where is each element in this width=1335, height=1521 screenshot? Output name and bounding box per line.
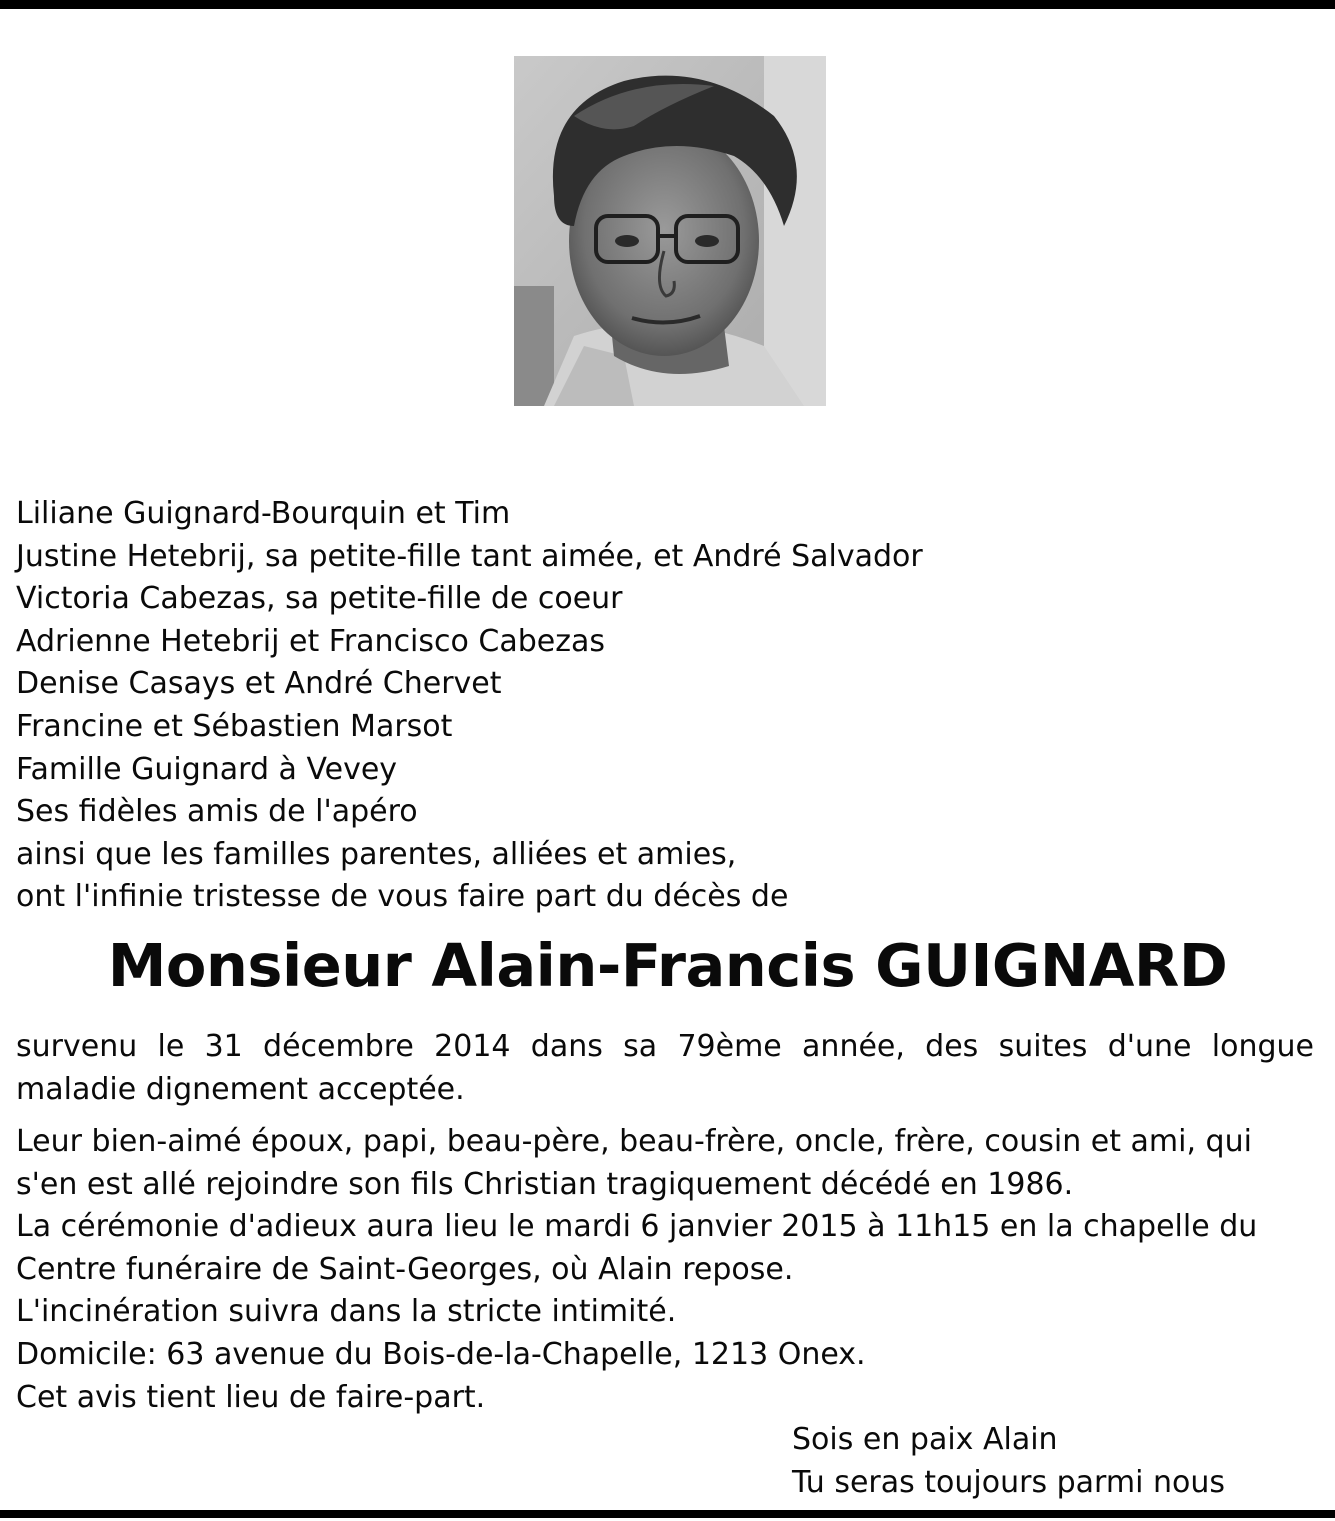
mourners-list — [16, 493, 1316, 919]
bottom-border-rule — [0, 1510, 1335, 1518]
mourner-line: Adrienne Hetebrij et Francisco Cabezas — [16, 623, 605, 659]
details-line: Cet avis tient lieu de faire-part. — [16, 1379, 486, 1415]
details-line: Leur bien-aimé époux, papi, beau-père, beau-frère, oncle, frère, cousin et ami, qui — [16, 1124, 1252, 1159]
closing-line: Tu seras toujours parmi nous — [792, 1465, 1225, 1500]
closing-message — [792, 1418, 1225, 1504]
mourner-line: Liliane Guignard-Bourquin et Tim — [16, 496, 511, 531]
mourner-line: ainsi que les familles parentes, alliées et amies, — [16, 836, 737, 872]
mourner-line: Famille Guignard à Vevey — [16, 751, 398, 787]
mourner-line: Justine Hetebrij, sa petite-fille tant aimée, et André Salvador — [16, 538, 923, 574]
mourner-line: Francine et Sébastien Marsot — [16, 708, 453, 744]
mourner-line: Ses fidèles amis de l'apéro — [16, 794, 418, 830]
death-notice-paragraph: survenu le 31 décembre 2014 dans sa 79ème année, des suites d'une longue maladie dignement acceptée. — [16, 1029, 1314, 1107]
mourner-line: ont l'infinie tristesse de vous faire part du décès de — [16, 879, 789, 915]
top-border-rule — [0, 0, 1335, 9]
closing-line: Sois en paix Alain — [792, 1422, 1058, 1457]
deceased-name-heading: Monsieur Alain-Francis GUIGNARD — [107, 931, 1228, 1000]
details-line: s'en est allé rejoindre son fils Christian tragiquement décédé en 1986. — [16, 1166, 1074, 1202]
details-paragraph — [16, 1121, 1314, 1419]
details-line: L'incinération suivra dans la stricte intimité. — [16, 1294, 677, 1330]
mourner-line: Victoria Cabezas, sa petite-fille de coeur — [16, 581, 623, 617]
portrait-photo-icon — [514, 56, 826, 406]
details-line: La cérémonie d'adieux aura lieu le mardi 6 janvier 2015 à 11h15 en la chapelle du — [16, 1209, 1258, 1245]
details-line: Centre funéraire de Saint-Georges, où Alain repose. — [16, 1251, 794, 1287]
mourner-line: Denise Casays et André Chervet — [16, 666, 502, 702]
details-line: Domicile: 63 avenue du Bois-de-la-Chapelle, 1213 Onex. — [16, 1336, 866, 1372]
